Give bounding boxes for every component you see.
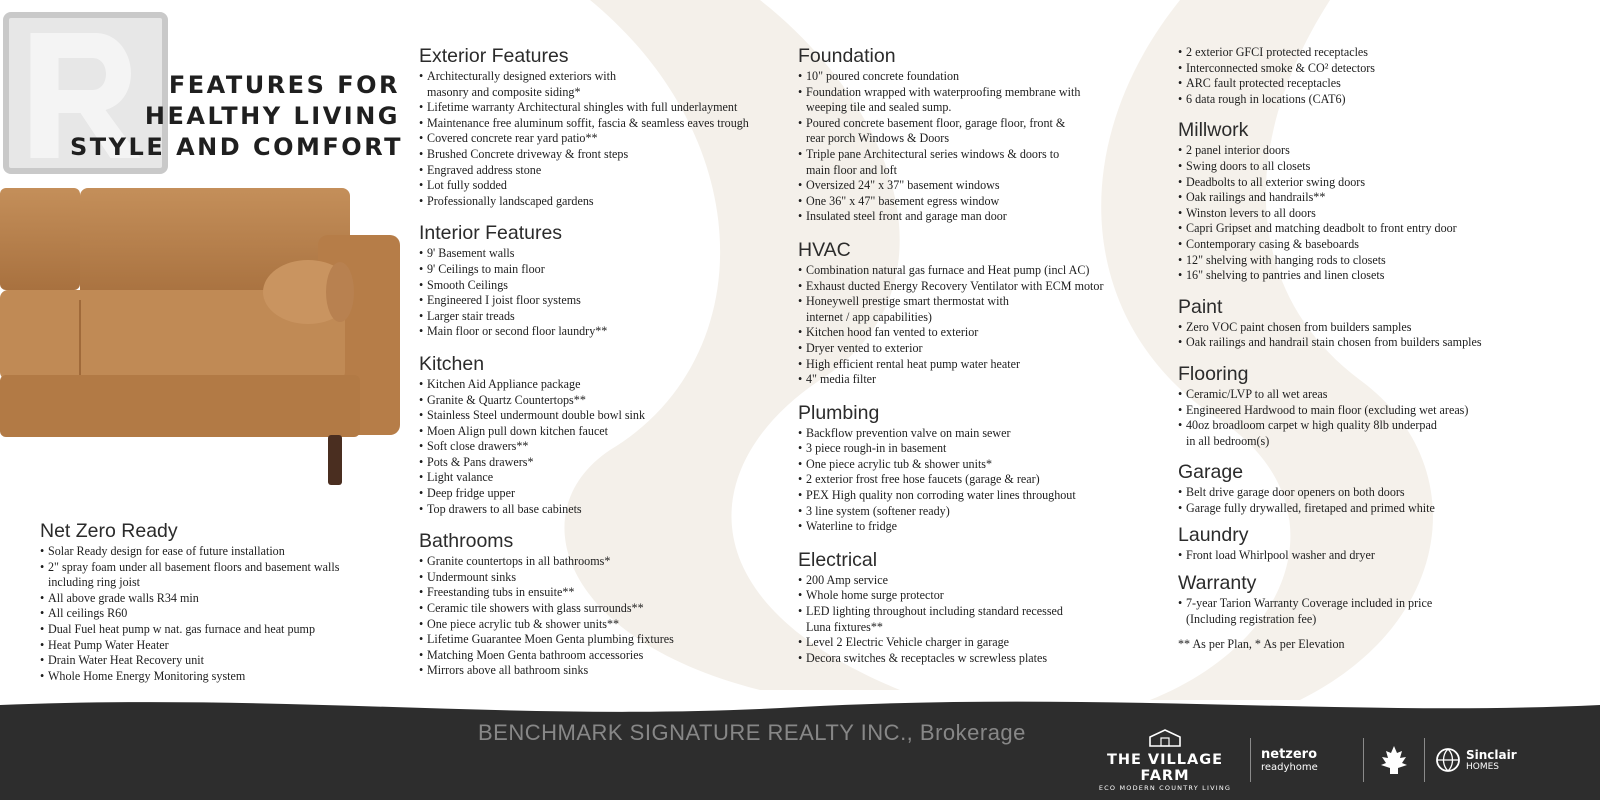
list-item: • Combination natural gas furnace and Heat pump (incl AC) <box>798 263 1168 279</box>
section-title: Millwork <box>1178 119 1249 142</box>
millwork-section <box>1178 117 1578 283</box>
list-item: • 200 Amp service <box>798 573 1168 589</box>
headline-line: STYLE AND COMFORT <box>70 133 403 161</box>
list-item: • Deadbolts to all exterior swing doors <box>1178 175 1578 191</box>
brokerage-watermark: BENCHMARK SIGNATURE REALTY INC., Brokerage <box>478 720 1026 745</box>
list-item: • Mirrors above all bathroom sinks <box>419 663 789 679</box>
list-item: • Ceramic tile showers with glass surrounds** <box>419 601 789 617</box>
list-item: • Backflow prevention valve on main sewer <box>798 426 1168 442</box>
footer-logos <box>1090 730 1517 790</box>
netzero-logo <box>1261 747 1353 773</box>
list-item: • Waterline to fridge <box>798 519 1168 535</box>
list-item: • 16" shelving to pantries and linen closets <box>1178 268 1578 284</box>
list-item: • Pots & Pans drawers* <box>419 455 789 471</box>
list-item: • Honeywell prestige smart thermostat with internet / app capabilities) <box>798 294 1168 325</box>
section-title: Laundry <box>1178 524 1249 547</box>
list-item: • Zero VOC paint chosen from builders samples <box>1178 320 1578 336</box>
bathrooms-section <box>419 528 789 679</box>
list-item: • Engineered Hardwood to main floor (excluding wet areas) <box>1178 403 1578 419</box>
list-item: • Insulated steel front and garage man door <box>798 209 1168 225</box>
list-item: • Professionally landscaped gardens <box>419 194 789 210</box>
barn-icon <box>1148 729 1182 747</box>
list-item: • Front load Whirlpool washer and dryer <box>1178 548 1578 564</box>
list-item: • 2 exterior frost free hose faucets (garage & rear) <box>798 472 1168 488</box>
list-item: • Kitchen hood fan vented to exterior <box>798 325 1168 341</box>
section-title: Interior Features <box>419 222 563 245</box>
list-item: • 10" poured concrete foundation <box>798 69 1168 85</box>
list-item: • 7-year Tarion Warranty Coverage included in price (Including registration fee) <box>1178 596 1578 627</box>
list-item: • 9' Basement walls <box>419 246 789 262</box>
list-item: • All ceilings R60 <box>40 606 400 622</box>
list-item: • Triple pane Architectural series windows & doors to main floor and loft <box>798 147 1168 178</box>
list-item: • Lifetime Guarantee Moen Genta plumbing fixtures <box>419 632 789 648</box>
list-item: • Level 2 Electric Vehicle charger in garage <box>798 635 1168 651</box>
list-item: • One piece acrylic tub & shower units** <box>419 617 789 633</box>
maple-leaf-icon <box>1374 744 1414 776</box>
list-item: • Kitchen Aid Appliance package <box>419 377 789 393</box>
list-item: • PEX High quality non corroding water lines throughout <box>798 488 1168 504</box>
electrical-continued-section <box>1178 45 1578 107</box>
list-item: • 3 line system (softener ready) <box>798 504 1168 520</box>
list-item: • Swing doors to all closets <box>1178 159 1578 175</box>
list-item: • Engraved address stone <box>419 163 789 179</box>
logo-divider <box>1363 738 1364 782</box>
list-item: • 6 data rough in locations (CAT6) <box>1178 92 1578 108</box>
list-item: • Matching Moen Genta bathroom accessories <box>419 648 789 664</box>
village-farm-name: THE VILLAGE FARM <box>1106 751 1224 784</box>
list-item: • 2 panel interior doors <box>1178 143 1578 159</box>
list-item: • Freestanding tubs in ensuite** <box>419 585 789 601</box>
plumbing-section <box>798 400 1168 535</box>
net-zero-section <box>40 518 400 684</box>
section-title: Garage <box>1178 461 1244 484</box>
list-item: • Dryer vented to exterior <box>798 341 1168 357</box>
list-item: • Lot fully sodded <box>419 178 789 194</box>
list-item: • Maintenance free aluminum soffit, fascia & seamless eaves trough <box>419 116 789 132</box>
list-item: • Covered concrete rear yard patio** <box>419 131 789 147</box>
list-item: • Oak railings and handrail stain chosen from builders samples <box>1178 335 1578 351</box>
list-item: • Deep fridge upper <box>419 486 789 502</box>
list-item: • One 36" x 47" basement egress window <box>798 194 1168 210</box>
list-item: • Belt drive garage door openers on both doors <box>1178 485 1578 501</box>
list-item: • Dual Fuel heat pump w nat. gas furnace and heat pump <box>40 622 400 638</box>
sinclair-logo <box>1435 747 1517 773</box>
list-item: • Granite & Quartz Countertops** <box>419 393 789 409</box>
interior-section <box>419 220 789 340</box>
list-item: • LED lighting throughout including standard recessed Luna fixtures** <box>798 604 1168 635</box>
section-title: Bathrooms <box>419 530 514 553</box>
netzero-subtext: readyhome <box>1261 762 1318 773</box>
features-column-3 <box>798 43 1168 666</box>
list-item: • 40oz broadloom carpet w high quality 8lb underpad in all bedroom(s) <box>1178 418 1578 449</box>
list-item: • Light valance <box>419 470 789 486</box>
list-item: • Smooth Ceilings <box>419 278 789 294</box>
list-item: • Garage fully drywalled, firetaped and primed white <box>1178 501 1578 517</box>
list-item: • Undermount sinks <box>419 570 789 586</box>
section-title: Net Zero Ready <box>40 520 178 542</box>
electrical-section <box>798 547 1168 667</box>
list-item: • Poured concrete basement floor, garage floor, front & rear porch Windows & Doors <box>798 116 1168 147</box>
logo-divider <box>1250 738 1251 782</box>
list-item: • Soft close drawers** <box>419 439 789 455</box>
list-item: • Moen Align pull down kitchen faucet <box>419 424 789 440</box>
sofa-image <box>0 180 420 500</box>
section-title: Kitchen <box>419 352 485 375</box>
list-item: • Drain Water Heat Recovery unit <box>40 653 400 669</box>
page-headline <box>70 70 403 163</box>
section-title: Flooring <box>1178 362 1249 385</box>
list-item: • 3 piece rough-in in basement <box>798 441 1168 457</box>
section-title: Paint <box>1178 295 1223 318</box>
list-item: • 9' Ceilings to main floor <box>419 262 789 278</box>
hvac-section <box>798 237 1168 388</box>
list-item: • 4" media filter <box>798 372 1168 388</box>
list-item: • 12" shelving with hanging rods to closets <box>1178 253 1578 269</box>
list-item: • Oversized 24" x 37" basement windows <box>798 178 1168 194</box>
kitchen-section <box>419 351 789 517</box>
village-farm-tagline: ECO MODERN COUNTRY LIVING <box>1098 783 1232 792</box>
section-title: Electrical <box>798 548 878 571</box>
list-item: • Whole home surge protector <box>798 588 1168 604</box>
list-item: • Capri Gripset and matching deadbolt to front entry door <box>1178 221 1578 237</box>
list-item: • Whole Home Energy Monitoring system <box>40 669 400 685</box>
flooring-section <box>1178 361 1578 449</box>
sinclair-name: Sinclair <box>1466 748 1517 762</box>
warranty-section <box>1178 570 1578 653</box>
list-item: • Contemporary casing & baseboards <box>1178 237 1578 253</box>
list-item: • One piece acrylic tub & shower units* <box>798 457 1168 473</box>
section-title: Plumbing <box>798 401 880 424</box>
list-item: • Larger stair treads <box>419 309 789 325</box>
foundation-section <box>798 43 1168 225</box>
list-item: • Main floor or second floor laundry** <box>419 324 789 340</box>
section-title: Exterior Features <box>419 45 569 67</box>
features-column-2 <box>419 43 789 679</box>
village-farm-logo <box>1090 729 1240 792</box>
list-item: • Solar Ready design for ease of future installation <box>40 544 400 560</box>
list-item: • Winston levers to all doors <box>1178 206 1578 222</box>
list-item: • Ceramic/LVP to all wet areas <box>1178 387 1578 403</box>
footnote: ** As per Plan, * As per Elevation <box>1178 637 1345 652</box>
list-item: • Lifetime warranty Architectural shingles with full underlayment <box>419 100 789 116</box>
logo-divider <box>1424 738 1425 782</box>
headline-line: HEALTHY LIVING <box>144 102 400 130</box>
netzero-text: netzero <box>1261 747 1318 762</box>
list-item: • Foundation wrapped with waterproofing membrane with weeping tile and sealed sump. <box>798 85 1168 116</box>
list-item: • 2 exterior GFCI protected receptacles <box>1178 45 1578 61</box>
garage-section <box>1178 459 1578 516</box>
list-item: • High efficient rental heat pump water heater <box>798 357 1168 373</box>
list-item: • Brushed Concrete driveway & front steps <box>419 147 789 163</box>
exterior-section <box>419 43 789 209</box>
list-item: • Top drawers to all base cabinets <box>419 502 789 518</box>
list-item: • Decora switches & receptacles w screwless plates <box>798 651 1168 667</box>
list-item: • Exhaust ducted Energy Recovery Ventilator with ECM motor <box>798 279 1168 295</box>
list-item: • Engineered I joist floor systems <box>419 293 789 309</box>
paint-section <box>1178 294 1578 351</box>
list-item: • ARC fault protected receptacles <box>1178 76 1578 92</box>
features-column-4 <box>1178 45 1578 653</box>
list-item: • 2" spray foam under all basement floors and basement walls including ring joist <box>40 560 400 591</box>
sinclair-globe-icon <box>1435 747 1461 773</box>
section-title: Foundation <box>798 45 896 67</box>
list-item: • Architecturally designed exteriors with masonry and composite siding* <box>419 69 789 100</box>
headline-line: FEATURES FOR <box>168 71 400 99</box>
list-item: • Stainless Steel undermount double bowl sink <box>419 408 789 424</box>
list-item: • Interconnected smoke & CO² detectors <box>1178 61 1578 77</box>
list-item: • All above grade walls R34 min <box>40 591 400 607</box>
list-item: • Oak railings and handrails** <box>1178 190 1578 206</box>
section-title: HVAC <box>798 238 851 261</box>
list-item: • Heat Pump Water Heater <box>40 638 400 654</box>
sinclair-subtext: HOMES <box>1466 762 1500 772</box>
laundry-section <box>1178 522 1578 564</box>
list-item: • Granite countertops in all bathrooms* <box>419 554 789 570</box>
section-title: Warranty <box>1178 572 1257 595</box>
